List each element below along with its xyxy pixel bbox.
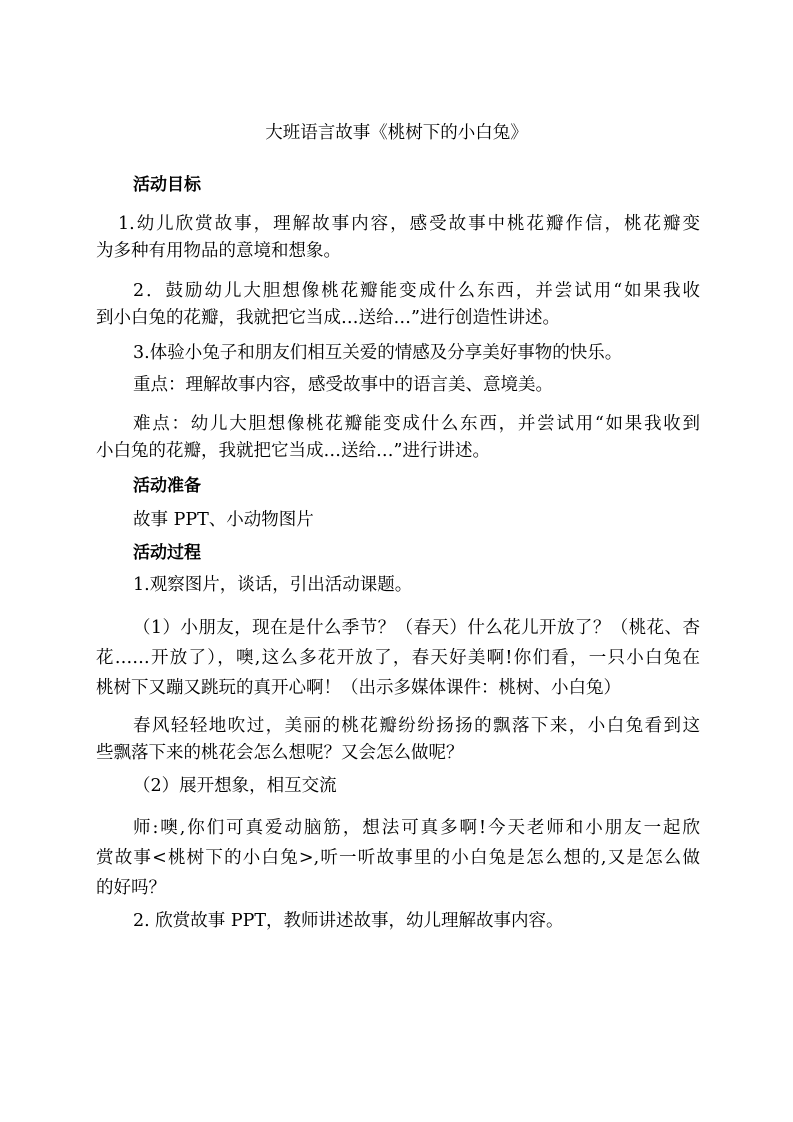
difficulty-line-2: 小白兔的花瓣，我就把它当成…送给…”进行讲述。 (96, 441, 490, 461)
para-3-line-1: 师:噢,你们可真爱动脑筋，想法可真多啊!今天老师和小朋友一起欣 (133, 818, 700, 838)
preparation-text: 故事 PPT、小动物图片 (133, 510, 314, 530)
para-1-line-1: （1）小朋友，现在是什么季节？（春天）什么花儿开放了？（桃花、杏 (133, 618, 700, 638)
goal-1-line-2: 为多种有用物品的意境和想象。 (96, 241, 341, 261)
goal-1-line-1: 1.幼儿欣赏故事，理解故事内容，感受故事中桃花瓣作信，桃花瓣变 (118, 214, 700, 234)
sub-step-2: （2）展开想象，相互交流 (133, 776, 337, 796)
heading-preparation: 活动准备 (133, 476, 201, 496)
para-2-line-1: 春风轻轻地吹过，美丽的桃花瓣纷纷扬扬的飘落下来，小白兔看到这 (133, 716, 700, 736)
para-3-line-2: 赏故事<桃树下的小白兔>,听一听故事里的小白兔是怎么想的,又是怎么做 (96, 848, 700, 868)
heading-goals: 活动目标 (133, 175, 201, 195)
para-2-line-2: 些飘落下来的桃花会怎么想呢？又会怎么做呢？ (96, 743, 464, 763)
goal-2-line-1: 2．鼓励幼儿大胆想像桃花瓣能变成什么东西，并尝试用“如果我收 (133, 281, 700, 301)
key-point: 重点：理解故事内容，感受故事中的语言美、意境美。 (133, 375, 553, 395)
goal-2-line-2: 到小白兔的花瓣，我就把它当成…送给…”进行创造性讲述。 (96, 308, 560, 328)
para-1-line-3: 桃树下又蹦又跳玩的真开心啊！（出示多媒体课件：桃树、小白兔） (96, 678, 621, 698)
para-1-line-2: 花……开放了），噢,这么多花开放了，春天好美啊!你们看，一只小白兔在 (96, 648, 700, 668)
step-2: 2. 欣赏故事 PPT，教师讲述故事，幼儿理解故事内容。 (133, 911, 564, 931)
step-1: 1.观察图片，谈话，引出活动课题。 (133, 575, 413, 595)
difficulty-line-1: 难点：幼儿大胆想像桃花瓣能变成什么东西，并尝试用“如果我收到 (133, 414, 700, 434)
document-title: 大班语言故事《桃树下的小白兔》 (265, 123, 528, 143)
heading-process: 活动过程 (133, 543, 201, 563)
goal-3: 3.体验小兔子和朋友们相互关爱的情感及分享美好事物的快乐。 (133, 343, 623, 363)
para-3-line-3: 的好吗？ (96, 878, 166, 898)
